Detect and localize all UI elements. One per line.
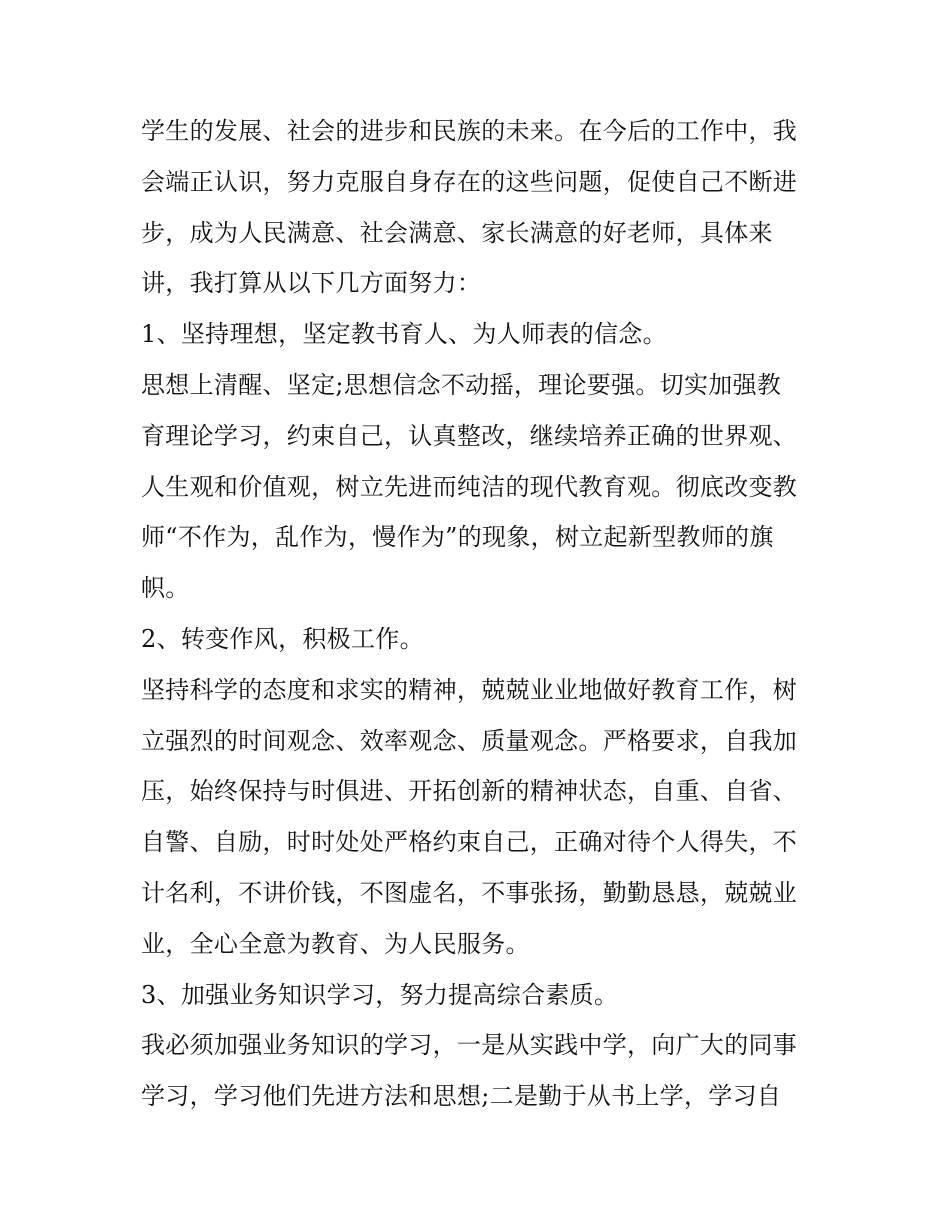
- text-line: 学习，学习他们先进方法和思想;二是勤于从书上学，学习自: [141, 1082, 782, 1111]
- text-line: 育理论学习，约束自己，认真整改，继续培养正确的世界观、: [141, 421, 798, 450]
- body-text: [141, 106, 821, 1122]
- text-line: 会端正认识，努力克服自身存在的这些问题，促使自己不断进: [141, 167, 798, 196]
- section-heading-1: 1、坚持理想，坚定教书育人、为人师表的信念。: [141, 320, 667, 349]
- text-line: 压，始终保持与时俱进、开拓创新的精神状态，自重、自省、: [141, 777, 798, 806]
- text-line: 业，全心全意为教育、为人民服务。: [141, 929, 530, 958]
- text-line: 师“不作为，乱作为，慢作为”的现象，树立起新型教师的旗: [141, 523, 774, 552]
- text-line: 我必须加强业务知识的学习，一是从实践中学，向广大的同事: [141, 1031, 798, 1060]
- text-line: 人生观和价值观，树立先进而纯洁的现代教育观。彻底改变教: [141, 472, 798, 501]
- text-line: 坚持科学的态度和求实的精神，兢兢业业地做好教育工作，树: [141, 675, 798, 704]
- text-line: 步，成为人民满意、社会满意、家长满意的好老师，具体来: [141, 218, 773, 247]
- text-line: 帜。: [141, 574, 190, 603]
- text-line: 讲，我打算从以下几方面努力：: [141, 269, 482, 298]
- section-heading-3: 3、加强业务知识学习，努力提高综合素质。: [141, 980, 619, 1009]
- text-line: 学生的发展、社会的进步和民族的未来。在今后的工作中，我: [141, 117, 798, 145]
- text-line: 立强烈的时间观念、效率观念、质量观念。严格要求，自我加: [141, 726, 798, 755]
- section-heading-2: 2、转变作风，积极工作。: [141, 624, 424, 653]
- text-line: 计名利，不讲价钱，不图虚名，不事张扬，勤勤恳恳，兢兢业: [141, 878, 798, 907]
- text-line: 思想上清醒、坚定;思想信念不动摇，理论要强。切实加强教: [141, 370, 782, 399]
- text-line: 自警、自励，时时处处严格约束自己，正确对待个人得失，不: [141, 828, 798, 857]
